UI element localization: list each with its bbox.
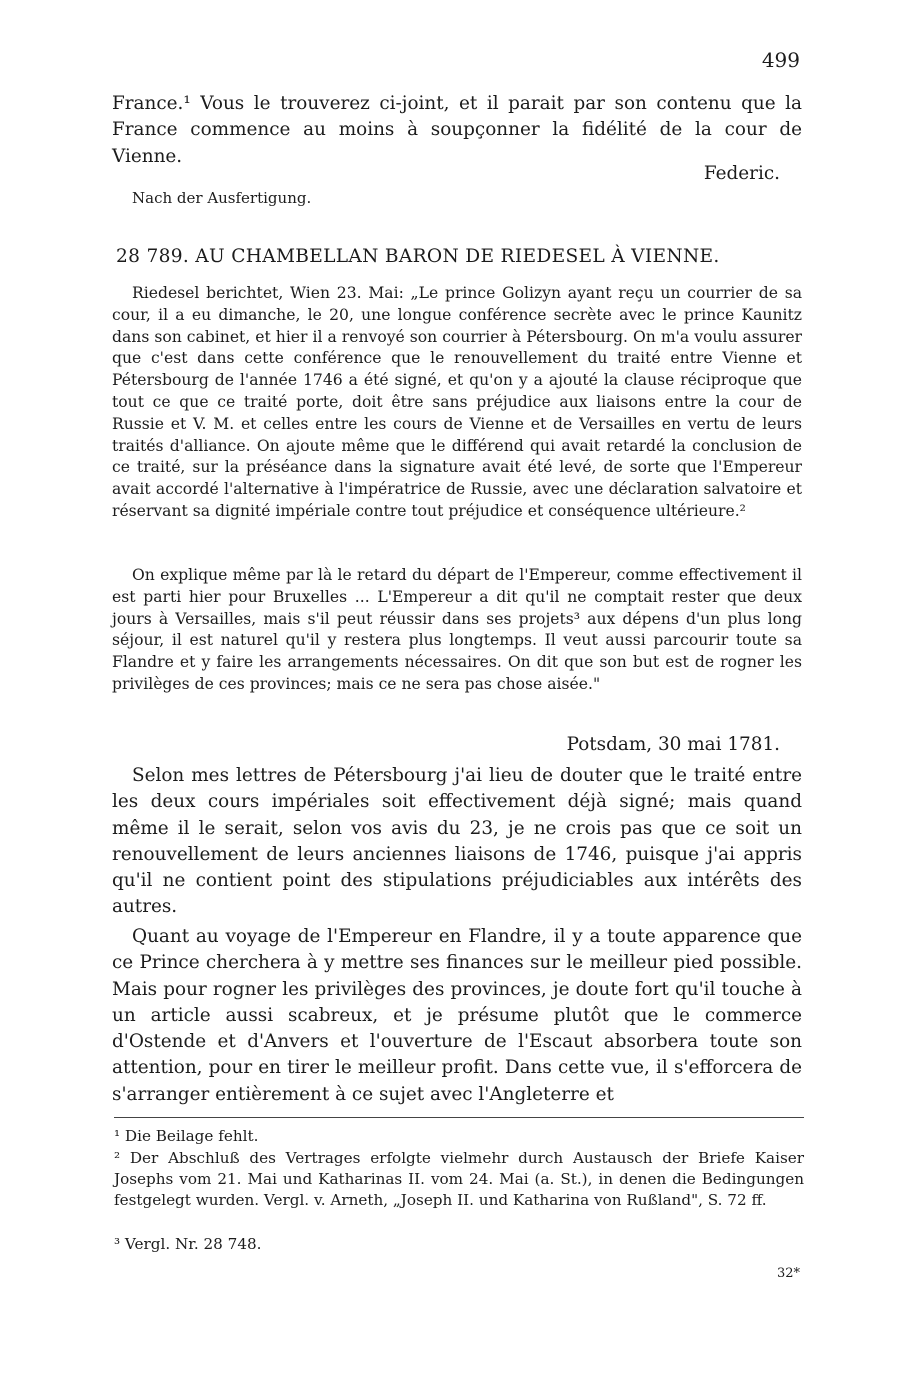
top-signature: Federic. xyxy=(703,163,780,184)
footnote-divider xyxy=(114,1117,804,1118)
signature-mark: 32* xyxy=(776,1266,800,1281)
report-paragraph-2: On explique même par là le retard du départ de l'Empereur, comme effectivement il est parti hier pour Bruxelles ... L'Empereur a dit qu'il ne comptait rester que deux jours à Versailles, mais s'il peut réussir dans ses projets³ aux dépens d'un plus long séjour, il est naturel qu'il y restera plus longtemps. Il veut aussi parcourir toute sa Flandre et y faire les arrangements nécessaires. On dit que son but est de rogner les privilèges de ces provinces; mais ce ne sera pas chose aisée." xyxy=(112,566,802,693)
source-note: Nach der Ausfertigung. xyxy=(132,189,312,207)
page-number: 499 xyxy=(761,48,800,72)
letter-paragraph-2: Quant au voyage de l'Empereur en Flandre, il y a toute apparence que ce Prince cherchera à y mettre ses finances sur le meilleur pied possible. Mais pour rogner les privilèges des provinces, je doute fort qu'il touche à un article aussi scabreux, et je présume plutôt que le commerce d'Ostende et d'Anvers et l'ouverture de l'Escaut absorbera toute son attention, pour en tirer le meilleur profit. Dans cette vue, il s'efforcera de s'arranger entièrement à ce sujet avec l'Angleterre et xyxy=(112,926,802,1105)
footnote-2: ² Der Abschluß des Vertrages erfolgte vielmehr durch Austausch der Briefe Kaiser Josephs vom 21. Mai und Katharinas II. vom 24. Mai (a. St.), in denen die Bedingungen festgelegt wurden. Vergl. v. Arneth, „Joseph II. und Katharina von Rußland", S. 72 ff. xyxy=(114,1149,804,1210)
footnote-1: ¹ Die Beilage fehlt. xyxy=(114,1127,259,1145)
report-paragraph-1: Riedesel berichtet, Wien 23. Mai: „Le prince Golizyn ayant reçu un courrier de sa cour, il a eu dimanche, le 20, une longue conférence secrète avec le prince Kaunitz dans son cabinet, et hier il a renvoyé son courrier à Pétersbourg. On m'a voulu assurer que c'est dans cette conférence que le renouvellement du traité entre Vienne et Pétersbourg de l'année 1746 a été signé, et qu'on y a ajouté la clause réciproque que tout ce que ce traité porte, doit être sans préjudice aux liaisons entre la cour de Russie et V. M. et celles entre les cours de Vienne et de Versailles en vertu de leurs traités d'alliance. On ajoute même que le différend qui avait retardé la conclusion de ce traité, sur la préséance dans la signature avait été levé, de sorte que l'Empereur avait accordé l'alternative à l'impératrice de Russie, avec une déclaration salvatoire et réservant sa dignité impériale contre tout préjudice et conséquence ultérieure.² xyxy=(112,284,802,520)
date-line: Potsdam, 30 mai 1781. xyxy=(566,734,780,755)
letter-heading: 28 789. AU CHAMBELLAN BARON DE RIEDESEL À VIENNE. xyxy=(116,246,720,267)
letter-paragraph-1: Selon mes lettres de Pétersbourg j'ai lieu de douter que le traité entre les deux cours impériales soit effectivement déjà signé; mais quand même il le serait, selon vos avis du 23, je ne crois pas que ce soit un renouvellement de leurs anciennes liaisons de 1746, puisque j'ai appris qu'il ne contient point des stipulations préjudiciables aux intérêts des autres. xyxy=(112,765,802,918)
footnote-3: ³ Vergl. Nr. 28 748. xyxy=(114,1235,262,1253)
top-paragraph: France.¹ Vous le trouverez ci-joint, et il parait par son contenu que la France commence au moins à soupçonner la fidélité de la cour de Vienne. xyxy=(112,93,802,167)
